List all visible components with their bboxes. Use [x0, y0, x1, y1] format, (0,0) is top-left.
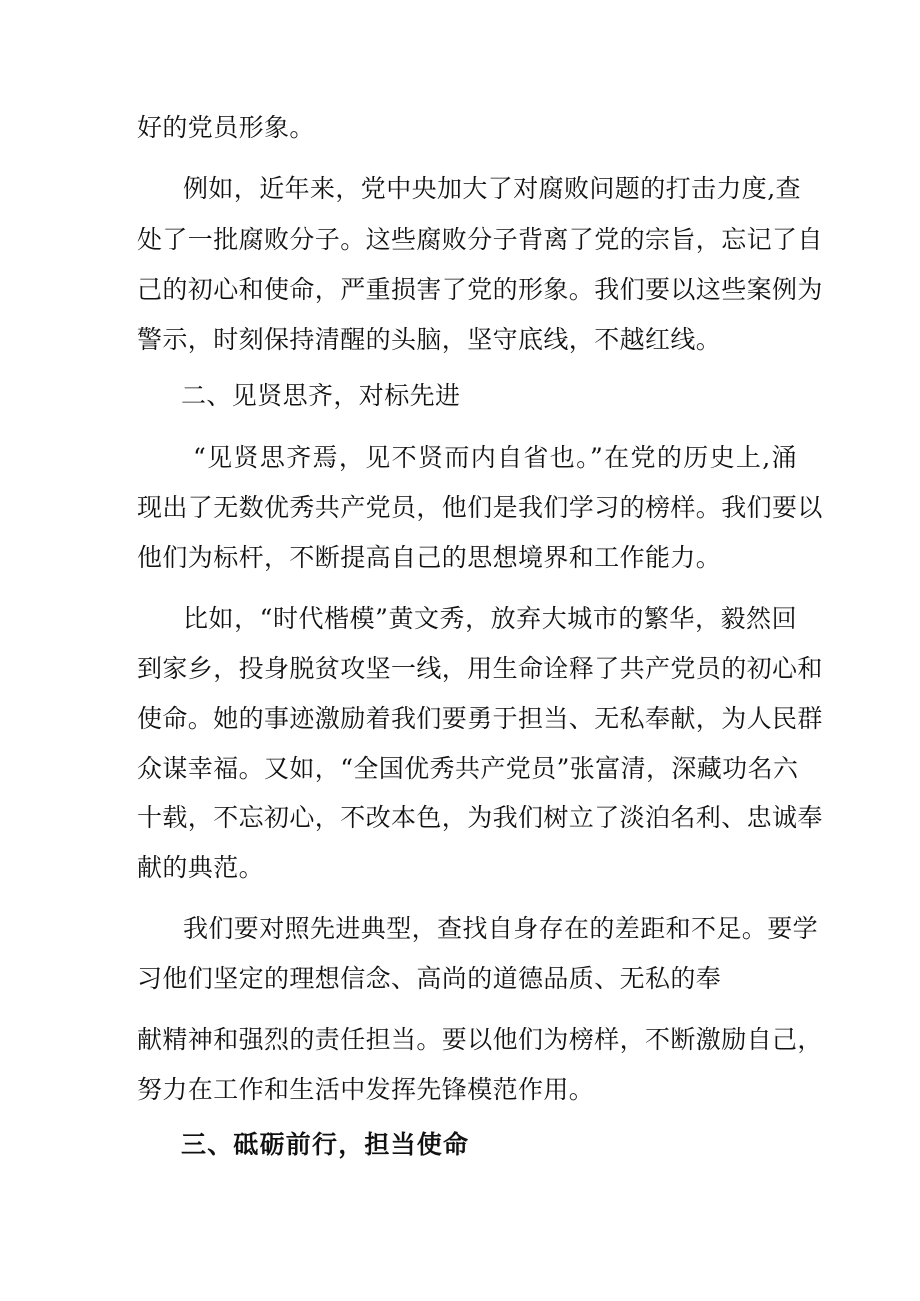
section-heading: 三、砥砺前行，担当使命	[181, 1130, 470, 1159]
paragraph-line: 努力在工作和生活中发挥先锋模范作用。	[137, 1075, 595, 1104]
paragraph-line: 我们要对照先进典型，查找自身存在的差距和不足。要学	[183, 914, 819, 943]
paragraph-line: 他们为标杆，不断提高自己的思想境界和工作能力。	[137, 543, 722, 572]
paragraph-line: 己的初心和使命，严重损害了党的形象。我们要以这些案例为	[137, 275, 823, 304]
paragraph-line: 使命。她的事迹激励着我们要勇于担当、无私奉献，为人民群	[137, 704, 823, 733]
paragraph-line: 例如，近年来，党中央加大了对腐败问题的打击力度,查	[183, 174, 801, 203]
paragraph-line: 警示，时刻保持清醒的头脑，坚守底线，不越红线。	[137, 325, 722, 354]
paragraph-line: 好的党员形象。	[137, 113, 315, 142]
paragraph-line: 献精神和强烈的责任担当。要以他们为榜样，不断激励自己，	[137, 1025, 823, 1054]
paragraph-line: 十载，不忘初心，不改本色，为我们树立了淡泊名利、忠诚奉	[137, 803, 823, 832]
paragraph-line: 习他们坚定的理想信念、高尚的道德品质、无私的奉	[137, 964, 722, 993]
paragraph-line: 到家乡，投身脱贫攻坚一线，用生命诠释了共产党员的初心和	[137, 654, 823, 683]
paragraph-line: 处了一批腐败分子。这些腐败分子背离了党的宗旨，忘记了自	[137, 225, 823, 254]
paragraph-line: 比如，“时代楷模”黄文秀，放弃大城市的繁华，毅然回	[183, 604, 797, 633]
section-heading: 二、见贤思齐，对标先进	[181, 381, 461, 410]
paragraph-line: 献的典范。	[137, 853, 265, 882]
paragraph-line: 众谋幸福。又如，“全国优秀共产党员”张富清，深藏功名六	[137, 754, 799, 783]
paragraph-line: 现出了无数优秀共产党员，他们是我们学习的榜样。我们要以	[137, 493, 823, 522]
paragraph-line: “见贤思齐焉，见不贤而内自省也。”在党的历史上,涌	[193, 443, 797, 472]
